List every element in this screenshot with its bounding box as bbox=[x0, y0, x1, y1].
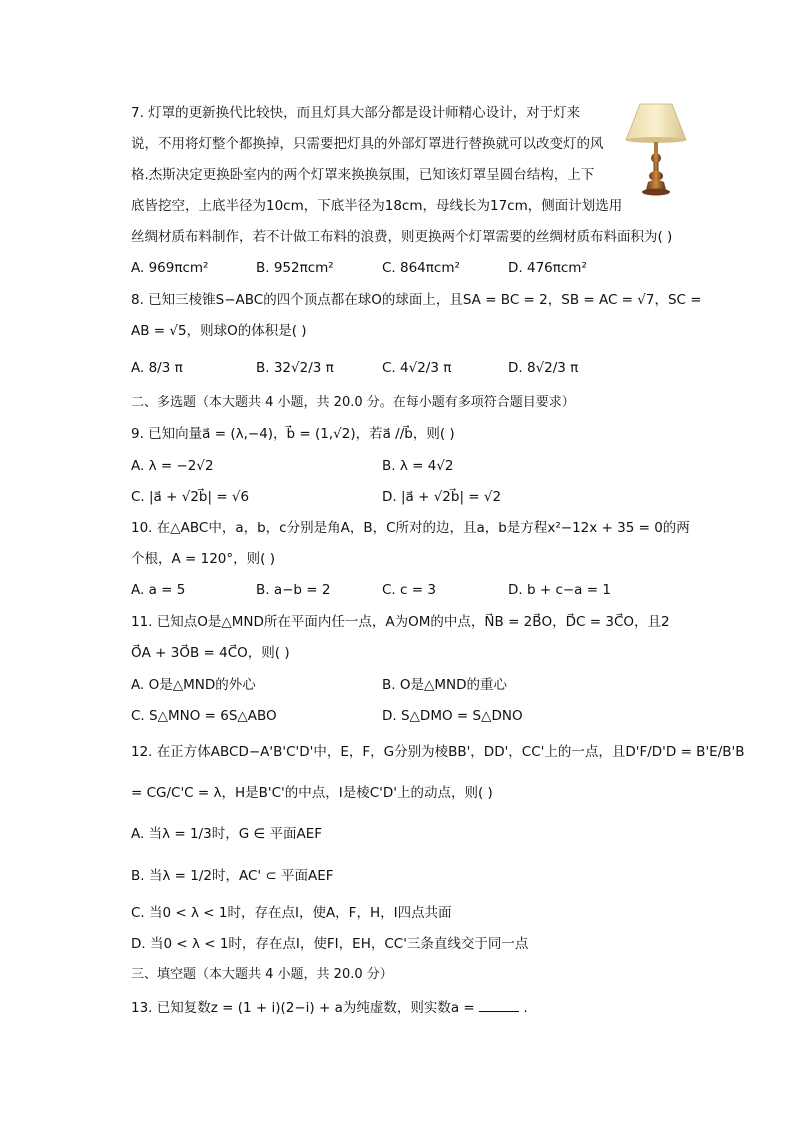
q7-option-d: D. 476πcm² bbox=[508, 260, 587, 276]
q9-option-b: B. λ = 4√2 bbox=[382, 458, 454, 474]
q11-option-a: A. O是△MND的外心 bbox=[131, 677, 256, 693]
q7-line-1: 7. 灯罩的更新换代比较快，而且灯具大部分都是设计师精心设计，对于灯来 bbox=[131, 105, 581, 121]
q13-tail: . bbox=[523, 1000, 528, 1016]
q7-option-b: B. 952πcm² bbox=[256, 260, 334, 276]
q9-option-a: A. λ = −2√2 bbox=[131, 458, 214, 474]
q8-option-d: D. 8√2/3 π bbox=[508, 360, 579, 376]
q12-option-a: A. 当λ = 1/3时，G ∈ 平面AEF bbox=[131, 826, 323, 842]
q7-option-c: C. 864πcm² bbox=[382, 260, 460, 276]
q13-line-1 bbox=[131, 997, 528, 1018]
q7-line-2: 说，不用将灯整个都换掉，只需要把灯具的外部灯罩进行替换就可以改变灯的风 bbox=[131, 136, 604, 152]
lamp-illustration bbox=[624, 100, 688, 198]
q8-line-1: 8. 已知三棱锥S−ABC的四个顶点都在球O的球面上，且SA = BC = 2，SB = AC = √7，SC = bbox=[131, 292, 702, 308]
q10-line-2: 个根，A = 120°，则( ) bbox=[131, 551, 275, 567]
section-fill-blank-title: 三、填空题（本大题共 4 小题，共 20.0 分） bbox=[131, 967, 393, 982]
q8-line-2: AB = √5，则球O的体积是( ) bbox=[131, 323, 307, 339]
q13-text: 13. 已知复数z = (1 + i)(2−i) + a为纯虚数，则实数a = bbox=[131, 1000, 475, 1016]
q11-option-c: C. S△MNO = 6S△ABO bbox=[131, 708, 277, 724]
q8-option-c: C. 4√2/3 π bbox=[382, 360, 452, 376]
q12-line-1: 12. 在正方体ABCD−A'B'C'D'中，E，F，G分别为棱BB'，DD'，CC'上的一点，且D'F/D'D = B'E/B'B bbox=[131, 744, 745, 760]
q7-line-5: 丝绸材质布料制作，若不计做工布料的浪费，则更换两个灯罩需要的丝绸材质布料面积为( ) bbox=[131, 229, 673, 245]
q12-option-c: C. 当0 < λ < 1时，存在点I，使A，F，H，I四点共面 bbox=[131, 905, 452, 921]
q7-line-3: 格.杰斯决定更换卧室内的两个灯罩来换换氛围，已知该灯罩呈圆台结构，上下 bbox=[131, 167, 595, 183]
q12-option-b: B. 当λ = 1/2时，AC' ⊂ 平面AEF bbox=[131, 868, 334, 884]
q10-line-1: 10. 在△ABC中，a，b，c分别是角A，B，C所对的边，且a，b是方程x²−12x + 35 = 0的两 bbox=[131, 520, 690, 536]
q7-line-4: 底皆挖空，上底半径为10cm，下底半径为18cm，母线长为17cm，侧面计划选用 bbox=[131, 198, 623, 214]
q12-line-2: = CG/C'C = λ，H是B'C'的中点，I是棱C'D'上的动点，则( ) bbox=[131, 785, 493, 801]
q10-option-c: C. c = 3 bbox=[382, 582, 436, 598]
q8-option-a: A. 8/3 π bbox=[131, 360, 183, 376]
q9-line-1: 9. 已知向量a⃗ = (λ,−4)，b⃗ = (1,√2)，若a⃗ //b⃗，则( ) bbox=[131, 426, 455, 442]
q11-option-d: D. S△DMO = S△DNO bbox=[382, 708, 523, 724]
q8-option-b: B. 32√2/3 π bbox=[256, 360, 334, 376]
q13-answer-blank[interactable] bbox=[479, 997, 519, 1012]
q11-line-2: O⃗A + 3O⃗B = 4C⃗O，则( ) bbox=[131, 645, 290, 661]
q10-option-b: B. a−b = 2 bbox=[256, 582, 331, 598]
q9-option-d: D. |a⃗ + √2b⃗| = √2 bbox=[382, 489, 502, 505]
q7-option-a: A. 969πcm² bbox=[131, 260, 209, 276]
q9-option-c: C. |a⃗ + √2b⃗| = √6 bbox=[131, 489, 250, 505]
q10-option-d: D. b + c−a = 1 bbox=[508, 582, 611, 598]
q10-option-a: A. a = 5 bbox=[131, 582, 186, 598]
q11-option-b: B. O是△MND的重心 bbox=[382, 677, 507, 693]
q12-option-d: D. 当0 < λ < 1时，存在点I，使FI，EH，CC'三条直线交于同一点 bbox=[131, 936, 529, 952]
q11-line-1: 11. 已知点O是△MND所在平面内任一点，A为OM的中点，N⃗B = 2B⃗O，D⃗C = 3C⃗O，且2 bbox=[131, 614, 670, 630]
section-multiple-choice-title: 二、多选题（本大题共 4 小题，共 20.0 分。在每小题有多项符合题目要求） bbox=[131, 395, 575, 410]
